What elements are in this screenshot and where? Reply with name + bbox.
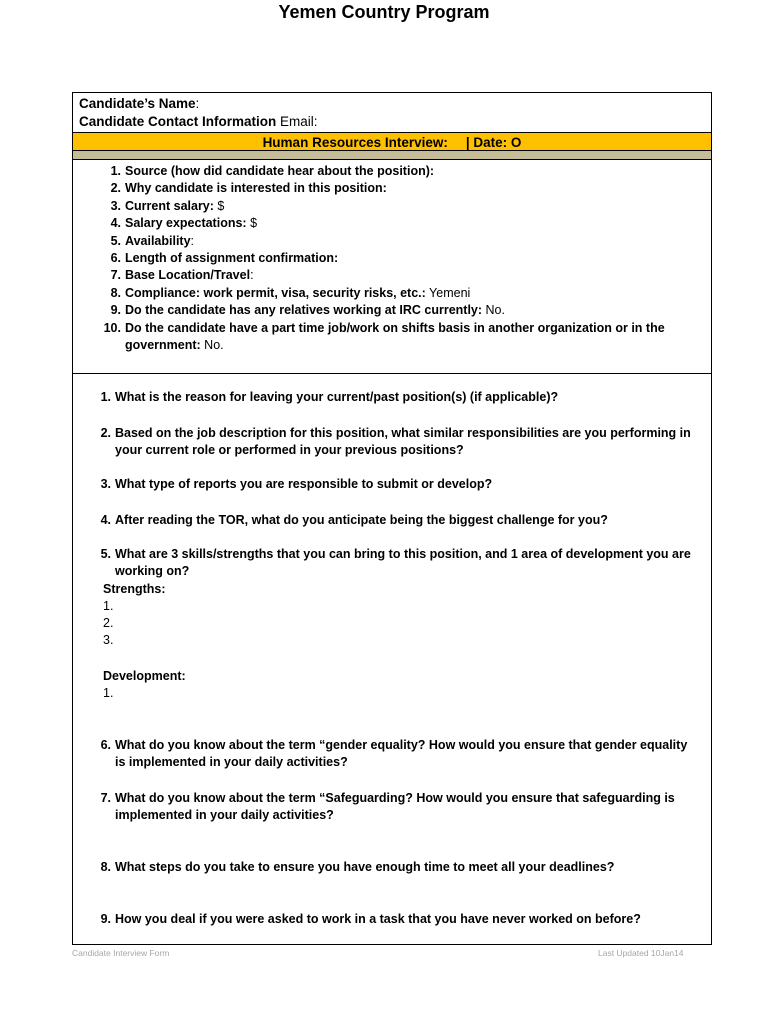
question-6: 6. What do you know about the term “gender equality? How would you ensure that gender equality is implemented in your daily activities? bbox=[100, 738, 688, 769]
question-5: 5. What are 3 skills/strengths that you can bring to this position, and 1 area of development you are working on? bbox=[100, 547, 691, 578]
screening-list bbox=[101, 163, 681, 354]
screening-item: 8. Compliance: work permit, visa, security risks, etc.: Yemeni bbox=[110, 285, 471, 300]
screening-item: 1. Source (how did candidate hear about the position): bbox=[110, 164, 435, 178]
interview-form bbox=[72, 92, 712, 945]
screening-item: 5. Availability: bbox=[110, 233, 195, 248]
strength-item: 2. bbox=[103, 616, 114, 630]
question-4: 4. After reading the TOR, what do you anticipate being the biggest challenge for you? bbox=[100, 513, 608, 527]
strengths-label: Strengths: bbox=[103, 582, 166, 596]
screening-item: 3. Current salary: $ bbox=[110, 198, 225, 213]
screening-item: 10. Do the candidate have a part time job/work on shifts basis in another organization or in the government: No. bbox=[103, 320, 665, 353]
development-label: Development: bbox=[103, 669, 186, 683]
hr-interview-label: Human Resources Interview: bbox=[262, 135, 448, 150]
candidate-name-row bbox=[79, 95, 705, 113]
screening-section bbox=[73, 160, 711, 374]
development-item: 1. bbox=[103, 686, 114, 700]
hr-interview-bar bbox=[73, 132, 711, 151]
hr-date: | Date: O bbox=[465, 135, 522, 150]
candidate-info bbox=[73, 93, 711, 131]
screening-item: 2. Why candidate is interested in this position: bbox=[110, 181, 387, 196]
candidate-contact-row bbox=[79, 113, 705, 131]
section-divider bbox=[73, 151, 711, 160]
screening-item: 4. Salary expectations: $ bbox=[110, 216, 258, 231]
footer-form-name: Candidate Interview Form bbox=[72, 948, 170, 958]
question-2: 2. Based on the job description for this position, what similar responsibilities are you performing in your current role or performed in your previous positions? bbox=[100, 426, 691, 457]
strength-item: 3. bbox=[103, 633, 114, 647]
candidate-contact-label: Candidate Contact Information bbox=[79, 114, 277, 129]
strength-item: 1. bbox=[103, 599, 114, 613]
question-7: 7. What do you know about the term “Safeguarding? How would you ensure that safeguarding is implemented in your daily activities? bbox=[100, 791, 675, 822]
email-label: Email: bbox=[276, 114, 318, 129]
question-1: 1. What is the reason for leaving your current/past position(s) (if applicable)? bbox=[100, 390, 559, 404]
question-3: 3. What type of reports you are responsible to submit or develop? bbox=[100, 477, 493, 491]
candidate-name-label: Candidate’s Name bbox=[79, 96, 196, 111]
screening-item: 6. Length of assignment confirmation: bbox=[110, 251, 339, 266]
screening-item: 7. Base Location/Travel: bbox=[110, 268, 254, 283]
screening-item: 9. Do the candidate has any relatives working at IRC currently: No. bbox=[110, 303, 505, 318]
candidate-name-suffix: : bbox=[195, 96, 200, 111]
document-title: Yemen Country Program bbox=[278, 2, 490, 22]
question-8: 8. What steps do you take to ensure you have enough time to meet all your deadlines? bbox=[100, 860, 615, 874]
footer-last-updated: Last Updated 10Jan14 bbox=[598, 948, 684, 958]
question-9: 9. How you deal if you were asked to work in a task that you have never worked on before? bbox=[100, 912, 641, 926]
